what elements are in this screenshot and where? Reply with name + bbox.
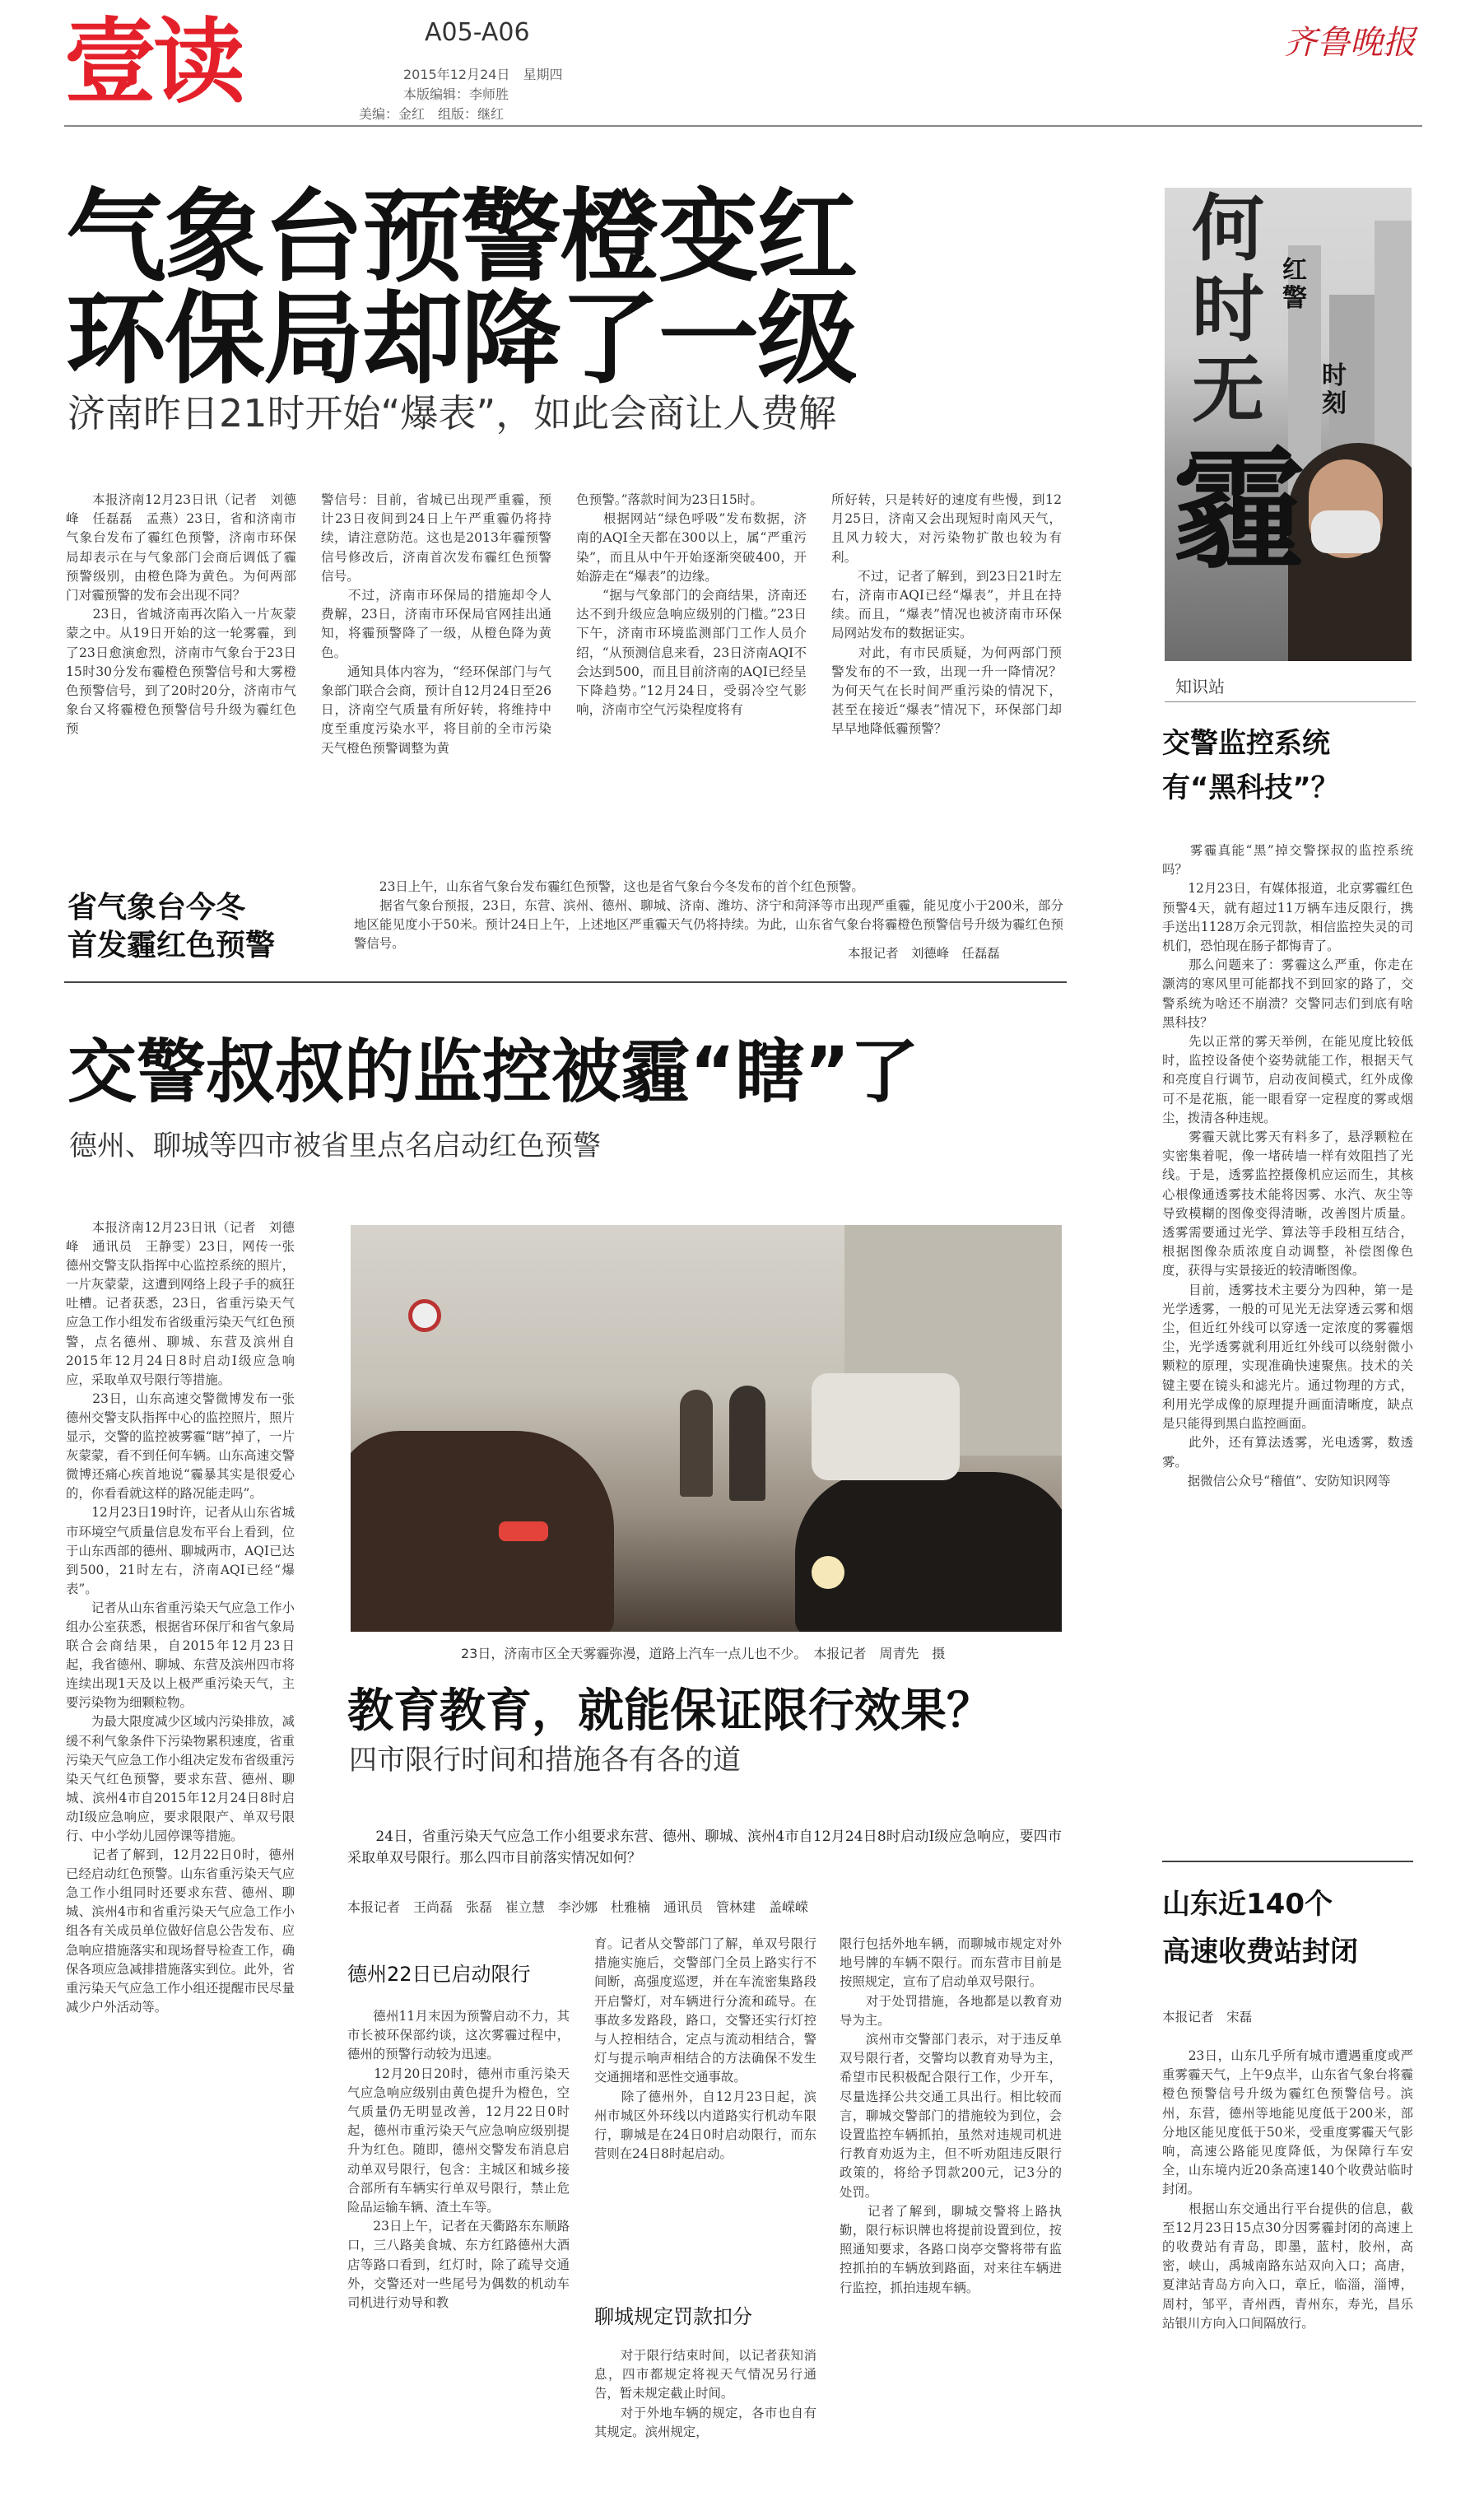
article3-subhead: 四市限行时间和措施各有各的道: [349, 1744, 741, 1777]
sidebar-big-char-3: 无: [1192, 349, 1265, 431]
highway-title-line2: 高速收费站封闭: [1162, 1936, 1358, 1968]
article3-subtitle-liaocheng: 聊城规定罚款扣分: [594, 2305, 752, 2328]
article1-subhead: 济南昨日21时开始“爆表”，如此会商让人费解: [67, 391, 837, 436]
photo-sign-shape: [408, 1299, 441, 1332]
sidebar-big-char-2: 时: [1192, 268, 1265, 351]
article3-column-1: 德州11月末因为预警启动不力，其市长被环保部约谈，这次雾霾过程中，德州的预警行动较为迅速。 12月20日20时，德州市重污染天气应急响应级别由黄色提升为橙色，空气质量仍无明显改善，12月22日0时起，德州市重污染天气应急响应级别提升为红色。随即，德州交警发布消息启动单双号限行，包含：主城区和城乡接合部所有车辆实行单双号限行，禁止危险品运输车辆、渣土车等。 23日上午，记者在天衢路东东顺路口，三八路美食城、东方红路德州大酒店等路口看到，红灯时，除了疏导交通外，交警还对一些尾号为偶数的机动车司机进行劝导和教: [347, 2009, 570, 2311]
highway-title-line1: 山东近140个: [1162, 1888, 1333, 1921]
knowledge-tag-rule: [1165, 701, 1416, 702]
masthead-divider: [64, 125, 1422, 127]
masthead-logo: 壹读: [64, 12, 242, 114]
article1-headline-line1: 气象台预警橙变红: [66, 179, 856, 295]
sidebar-big-char-smog: 霾: [1173, 440, 1305, 580]
article1-column-2: 警信号：目前，省城已出现严重霾，预计23日夜间到24日上午严重霾仍将持续，请注意防范。这也是2013年霾预警信号修改后，济南首次发布霾红色预警信号。 不过，济南市环保局的措施却令人费解，23日，济南市环保局官网挂出通知，将霾预警降了一级，从橙色降为黄色。 通知具体内容为，“经环保部门与气象部门联合会商，预计自12月24日至26日，济南空气质量有所好转，将维持中度至重度污染水平，将目前的全市污染天气橙色预警调整为黄: [321, 492, 551, 756]
highway-byline: 本报记者 宋磊: [1162, 2010, 1253, 2024]
article2-headline: 交警叔叔的监控被霾“瞎”了: [67, 1032, 919, 1112]
article1-column-1: 本报济南12月23日讯（记者 刘德峰 任磊磊 孟燕）23日，省和济南市气象台发布了霾红色预警，济南市环保局却表示在与气象部门会商后调低了霾预警级别，由橙色降为黄色。为何两部门对霾预警的发布会出现不同？ 23日，省城济南再次陷入一片灰蒙蒙之中。从19日开始的这一轮雾霾，到了23日愈演愈烈，济南市气象台于23日15时30分发布霾橙色预警信号和大雾橙色预警信号，到了20时20分，济南市气象台又将霾橙色预警信号升级为霾红色预: [66, 492, 296, 737]
photo-headlight-shape: [812, 1556, 844, 1589]
newspaper-name: 齐鲁晚报: [1284, 24, 1416, 62]
article1-headline-line2: 环保局却降了一级: [66, 282, 856, 397]
article2-column-left: 本报济南12月23日讯（记者 刘德峰 通讯员 王静雯）23日，网传一张德州交警支队指挥中心监控系统的照片，一片灰蒙蒙，这遭到网络上段子手的疯狂吐槽。记者获悉，23日，省重污染天气应急工作小组发布省级重污染天气红色预警，点名德州、聊城、东营及滨州自2015年12月24日8时启动Ⅰ级应急响应，采取单双号限行等措施。 23日，山东高速交警微博发布一张德州交警支队指挥中心的监控照片，照片显示，交警的监控被雾霾“瞎”掉了，一片灰蒙蒙，看不到任何车辆。山东高速交警微博还痛心疾首地说“霾暴其实是很爱心的，你看看就这样的路况能走吗”。 12月23日19时许，记者从山东省城市环境空气质量信息发布平台上看到，位于山东西部的德州、聊城两市，AQI已达到500，21时左右，济南AQI已经“爆表”。 记者从山东省重污染天气应急工作小组办公室获悉，根据省环保厅和省气象局联合会商结果，自2015年12月23日起，我省德州、聊城、东营及滨州四市将连续出现1天及以上极严重污染天气，主要污染物为细颗粒物。 为最大限度减少区域内污染排放，减缓不利气象条件下污染物累积速度，省重污染天气应急工作小组决定发布省级重污染天气红色预警，要求东营、德州、聊城、滨州4市自2015年12月24日8时启动Ⅰ级应急响应，要求限限产、单双号限行、中小学幼儿园停课等措施。 记者了解到，12月22日0时，德州已经启动红色预警。山东省重污染天气应急工作小组同时还要求东营、德州、聊城、滨州4市和省重污染天气应急工作小组各有关成员单位做好信息公告发布、应急响应措施落实和现场督导检查工作，确保各项应急减排措施落实到位。此外，省重污染天气应急工作小组还提醒市民尽量减少户外活动等。: [66, 1220, 295, 2015]
knowledge-title-line2: 有“黑科技”？: [1162, 771, 1339, 804]
article3-headline: 教育教育，就能保证限行效果？: [347, 1684, 993, 1738]
page-editor: 本版编辑：李师胜: [403, 86, 509, 102]
sidebar-divider: [1162, 1861, 1413, 1862]
box1-title-line1: 省气象台今冬: [67, 891, 246, 925]
section-divider-1: [64, 981, 1067, 983]
article3-column-2: 育。记者从交警部门了解，单双号限行措施实施后，交警部门全员上路实行不间断，高强度巡逻，并在车流密集路段开启警灯，对车辆进行分流和疏导。在事故多发路段，路口，交警还实行灯控与人控相结合，定点与流动相结合，警灯与提示响声相结合的方法确保不发生交通拥堵和恶性交通事故。 除了德州外，自12月23日起，滨州市城区外环线以内道路实行机动车限行，聊城是在24日0时启动限行，而东营则在24日8时起启动。: [594, 1936, 816, 2162]
page-range: A05-A06: [425, 18, 530, 47]
article1-column-4: 所好转，只是转好的速度有些慢，到12月25日，济南又会出现短时南风天气，且风力较大，对污染物扩散也较为有利。 不过，记者了解到，到23日21时左右，济南市AQI已经“爆表”，并且在持续。而且，“爆表”情况也被济南市环保局网站发布的数据证实。 对此，有市民质疑，为何两部门预警发布的不一致，出现一升一降情况？为何天气在长时间严重污染的情况下，甚至在接近“爆表”情况下，环保部门却早早地降低霾预警？: [831, 492, 1062, 737]
photo-pedestrian-shape: [680, 1390, 713, 1497]
knowledge-title-line1: 交警监控系统: [1162, 727, 1330, 760]
photo-taillight-shape: [499, 1521, 548, 1541]
article2-subhead: 德州、聊城等四市被省里点名启动红色预警: [69, 1130, 601, 1162]
article3-intro: 24日，省重污染天气应急工作小组要求东营、德州、聊城、滨州4市自12月24日8时启动Ⅰ级应急响应，要四市采取单双号限行。那么四市目前落实情况如何？: [347, 1829, 1062, 1866]
face-mask-shape: [1311, 510, 1380, 553]
photo-van-shape: [812, 1373, 960, 1480]
highway-text: 23日，山东几乎所有城市遭遇重度或严重雾霾天气，上午9点半，山东省气象台将霾橙色预警信号升级为霾红色预警信号。滨州，东营，德州等地能见度低于200米，部分地区能见度低于50米，受重度雾霾天气影响，高速公路能见度降低，为保障行车安全，山东境内近20条高速140个收费站临时封闭。 根据山东交通出行平台提供的信息，截至12月23日15点30分因雾霾封闭的高速上的收费站有青岛，即墨，蓝村，胶州，高密，峡山，禹城南路东站双向入口；高唐，夏津站青岛方向入口，章丘，临淄，淄博，周村，邹平，青州西，青州东，寿光，昌乐站银川方向入口间隔放行。: [1162, 2048, 1413, 2331]
box1-byline: 本报记者 刘德峰 任磊磊: [848, 946, 1000, 961]
sidebar-moment: 时刻: [1322, 362, 1347, 418]
photo-caption: 23日，济南市区全天雾霾弥漫，道路上汽车一点儿也不少。 本报记者 周青先 摄: [461, 1646, 946, 1661]
sidebar-big-char-1: 何: [1192, 188, 1265, 270]
box1-title-line2: 首发霾红色预警: [67, 929, 276, 962]
photo-car-shape: [795, 1472, 1062, 1632]
article3-byline: 本报记者 王尚磊 张磊 崔立慧 李沙娜 杜雅楠 通讯员 管林建 盖嵘嵘: [347, 1899, 809, 1915]
article3-column-2b: 对于限行结束时间，以记者获知消息，四市都规定将视天气情况另行通告，暂未规定截止时间。 对于外地车辆的规定，各市也自有其规定。滨州规定，: [594, 2348, 816, 2439]
street-photo: [351, 1225, 1062, 1632]
photo-pedestrian-shape: [729, 1386, 765, 1501]
issue-date: 2015年12月24日 星期四: [403, 67, 563, 82]
knowledge-text: 雾霾真能“黑”掉交警探叔的监控系统吗？ 12月23日，有媒体报道，北京雾霾红色预警4天，就有超过11万辆车违反限行，携手送出1128万余元罚款，相信监控失灵的司机们，恐怕现在肠子都悔青了。 那么问题来了：雾霾这么严重，你走在灏湾的寒风里可能都找不到回家的路了，交警系统为啥还不崩溃？交警同志们到底有啥黑科技？ 先以正常的雾天举例，在能见度比较低时，监控设备使个姿势就能工作，根据天气和亮度自行调节，启动夜间模式，红外成像可不是花瓶，能一眼看穿一定程度的雾或烟尘，拨清各种违规。 雾霾天就比雾天有料多了，悬浮颗粒在实密集着呢，像一堵砖墙一样有效阻挡了光线。于是，透雾监控摄像机应运而生，其核心根像通透雾技术能将因雾、水汽、灰尘等导致模糊的图像变得清晰，改善图片质量。透雾需要通过光学、算法等手段相互结合，根据图像杂质浓度自动调整，补偿图像色度，获得与实景接近的较清晰图像。 目前，透雾技术主要分为四种，第一是光学透雾，一般的可见光无法穿透云雾和烟尘，但近红外线可以穿透一定浓度的雾霾烟尘，光学透雾就利用近红外线可以绕射微小颗粒的原理，实现准确快速聚焦。技术的关键主要在镜头和滤光片。通过物理的方式，利用光学成像的原理提升画面清晰度，缺点是只能得到黑白监控画面。 此外，还有算法透雾，光电透雾，数透雾。 据微信公众号“稽值”、安防知识网等: [1162, 843, 1413, 1488]
article3-column-3: 限行包括外地车辆，而聊城市规定对外地号牌的车辆不限行。而东营市目前是按照规定，宣布了启动单双号限行。 对于处罚措施，各地都是以教育劝导为主。 滨州市交警部门表示，对于违反单双号限行者，交警均以教育劝导为主，希望市民积极配合限行工作，少开车，尽量选择公共交通工具出行。相比较而言，聊城交警部门的措施较为到位，会设置监控车辆抓拍，虽然对违规司机进行教育劝返为主，但不听劝阻违反限行政策的，将给予罚款200元，记3分的处罚。 记者了解到，聊城交警将上路执勤，限行标识牌也将提前设置到位，按照通知要求，各路口岗亭交警将带有监控抓拍的车辆放到路面，对来往车辆进行监控，抓拍违规车辆。: [840, 1936, 1062, 2295]
article1-column-3: 色预警。”落款时间为23日15时。 根据网站“绿色呼吸”发布数据，济南的AQI全天都在300以上，属“严重污染”，而且从中午开始逐渐突破400，开始游走在“爆表”的边缘。 “据与气象部门的会商结果，济南还达不到升级应急响应级别的门槛。”23日下午，济南市环境监测部门工作人员介绍，“从预测信息来看，23日济南AQI不会达到500，而且目前济南的AQI已经呈下降趋势。”12月24日，受弱冷空气影响，济南市空气污染程度将有: [576, 492, 807, 718]
article3-subtitle-dezhou: 德州22日已启动限行: [347, 1963, 531, 1986]
box1-text: 23日上午，山东省气象台发布霾红色预警，这也是省气象台今冬发布的首个红色预警。 据省气象台预报，23日，东营、滨州、德州、聊城、济南、潍坊、济宁和菏泽等市出现严重霾，能见度小于200米，部分地区能见度小于50米。预计24日上午，上述地区严重霾天气仍将持续。为此，山东省气象台将霾橙色预警信号升级为霾红色预警信号。: [354, 879, 1063, 951]
knowledge-tag: 知识站: [1175, 677, 1225, 696]
page-design: 美编：金红 组版：继红: [359, 106, 505, 122]
photo-car-shape: [351, 1431, 614, 1632]
sidebar-red-alert: 红警: [1282, 257, 1307, 313]
